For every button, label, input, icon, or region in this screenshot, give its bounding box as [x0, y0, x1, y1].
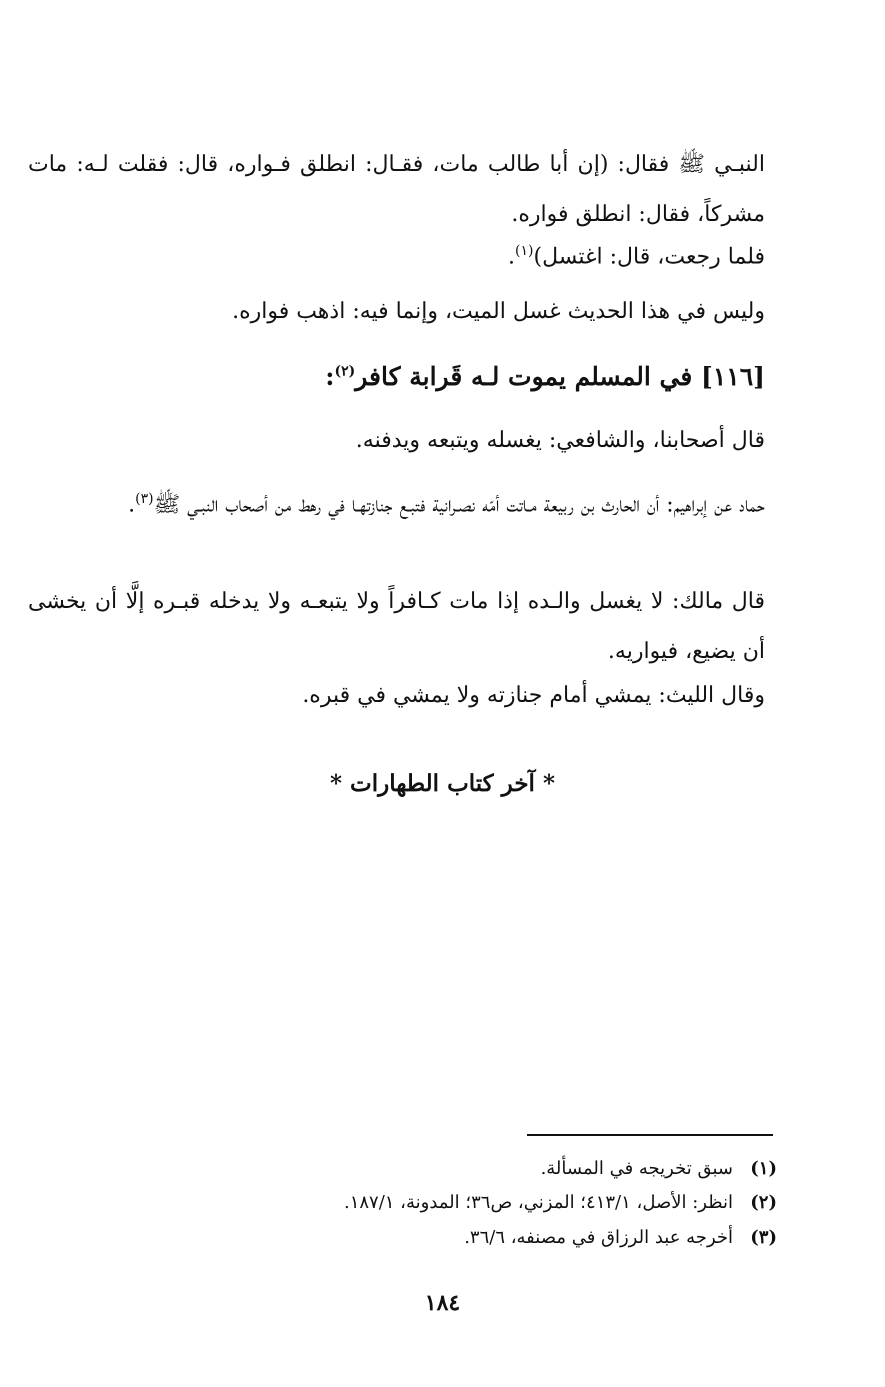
section-heading	[325, 362, 765, 391]
footnote-number: (١)	[750, 1158, 777, 1179]
heading-end: :	[325, 362, 335, 391]
paragraph-laith	[302, 683, 765, 708]
end-of-book-title: * آخر كتاب الطهارات *	[330, 770, 555, 797]
paragraph-end: .	[128, 492, 136, 518]
footnote-ref: (٢)	[334, 363, 356, 380]
paragraph-hadith-abu-talib	[28, 140, 765, 240]
paragraph-text: قال مالك: لا يغسل والـده إذا مات كـافراً ولا يتبعـه ولا يدخله قبـره إلَّا أن يخشى أن يضيع، فيواريه.	[28, 589, 765, 664]
paragraph-hammad	[28, 474, 765, 530]
paragraph-text: حماد عن إبراهيم: أن الحارث بن ربيعة مـاتت أمّه نصـرانية فتبـع جنازتهـا في رهط من أصحاب النبـي ﷺ	[153, 492, 765, 518]
footnote-text: انظر: الأصل، ٤١٣/١؛ المزني، ص٣٦؛ المدونة، ١٨٧/١.	[343, 1192, 733, 1213]
paragraph-comment	[232, 299, 765, 324]
paragraph-text: وقال الليث: يمشي أمام جنازته ولا يمشي في قبره.	[302, 683, 765, 708]
paragraph-end: .	[508, 244, 516, 270]
paragraph-ashab	[356, 428, 765, 453]
footnote-text: أخرجه عبد الرزاق في مصنفه، ٣٦/٦.	[464, 1227, 733, 1248]
footnote-number: (٢)	[750, 1192, 777, 1213]
footnote-3	[464, 1227, 777, 1248]
paragraph-text: قال أصحابنا، والشافعي: يغسله ويتبعه ويدفنه.	[355, 428, 765, 453]
paragraph-malik	[28, 577, 765, 677]
paragraph-text: وليس في هذا الحديث غسل الميت، وإنما فيه: اذهب فواره.	[232, 299, 765, 324]
heading-text: [١١٦] في المسلم يموت لـه قَرابة كافر	[355, 362, 765, 391]
footnote-2	[344, 1192, 777, 1213]
footnote-text: سبق تخريجه في المسألة.	[540, 1158, 733, 1179]
paragraph-text: النبـي ﷺ فقال: (إن أبا طالب مات، فقـال: انطلق فـواره، قال: فقلت لـه: مات مشركاً، فقال: انطلق فواره.	[28, 152, 765, 227]
footnote-1	[541, 1158, 777, 1179]
footnote-number: (٣)	[750, 1227, 777, 1248]
paragraph-ghusl	[508, 243, 765, 269]
page-number: ١٨٤	[424, 1290, 461, 1316]
footnote-ref: (٣)	[135, 491, 154, 507]
footnote-separator	[527, 1134, 773, 1136]
footnote-ref: (١)	[515, 243, 534, 259]
paragraph-text: فلما رجعت، قال: اغتسل)	[533, 244, 765, 270]
